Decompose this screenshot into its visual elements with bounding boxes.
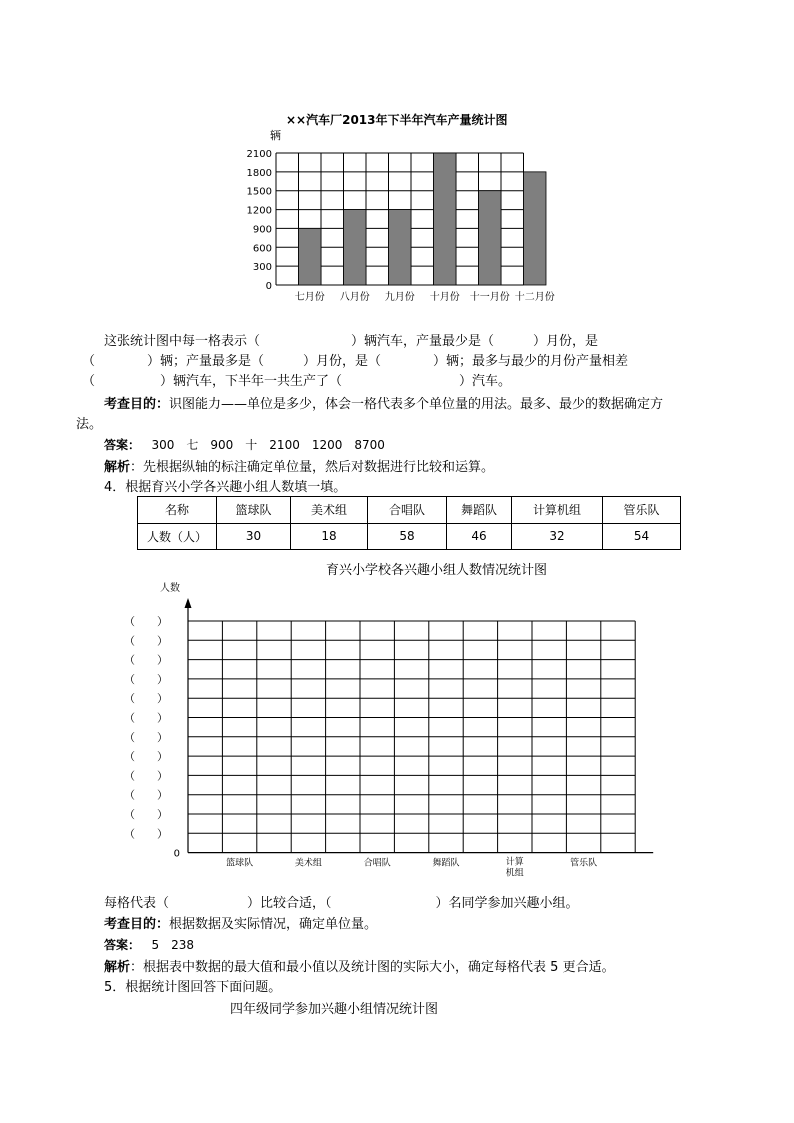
q3-purpose-text: 识图能力——单位是多少，体会一格代表多个单位量的用法。最多、最少的数据确定方 [169, 397, 664, 412]
x-tick-label: 美术组 [294, 858, 322, 869]
table-cell: 管乐队 [603, 497, 681, 524]
y-tick-blank: （ ） [124, 730, 168, 744]
q3-analysis-label: 解析 [104, 460, 131, 475]
table-cell: 32 [512, 523, 603, 550]
x-tick-label: 十二月份 [514, 292, 555, 303]
empty-grid-chart [110, 578, 670, 888]
y-tick-blank: （ ） [124, 692, 168, 706]
y-tick-label: 1800 [246, 167, 272, 179]
q3-purpose-label: 考查目的 [104, 397, 157, 412]
table-cell: 名称 [138, 497, 217, 524]
q3-answer: 答案： 300 七 900 十 2100 1200 8700 [104, 438, 385, 452]
y-tick-blank: （ ） [124, 711, 168, 725]
zero-label: 0 [173, 848, 180, 860]
q4-chart-title: 育兴小学校各兴趣小组人数情况统计图 [326, 563, 548, 578]
table-cell: 30 [217, 523, 291, 550]
table-cell: 人数（人） [138, 523, 217, 550]
y-tick-label: 1200 [246, 205, 272, 217]
table-cell: 46 [447, 523, 512, 550]
y-tick-label: 0 [265, 281, 272, 292]
table-cell: 舞蹈队 [447, 497, 512, 524]
table-cell: 58 [368, 523, 447, 550]
x-tick-label: 九月份 [384, 292, 415, 303]
y-tick-label: 600 [252, 243, 272, 255]
q5-heading: 5．根据统计图回答下面问题。 [104, 980, 282, 995]
q3-answer-text: 300 七 900 十 2100 1200 8700 [151, 438, 385, 452]
table-cell: 篮球队 [217, 497, 291, 524]
q4-purpose-text: 根据数据及实际情况，确定单位量。 [169, 917, 378, 932]
y-tick-blank: （ ） [124, 634, 168, 648]
bar [479, 191, 502, 285]
q4-answer-label: 答案 [104, 938, 129, 952]
table-cell: 美术组 [291, 497, 368, 524]
bar [524, 172, 547, 285]
x-tick-label: 计算 [505, 857, 524, 868]
table-cell: 合唱队 [368, 497, 447, 524]
y-tick-blank: （ ） [124, 615, 168, 628]
table-row [138, 523, 681, 550]
q4-analysis-text: 根据表中数据的最大值和最小值以及统计图的实际大小，确定每格代表 5 更合适。 [143, 960, 615, 975]
y-tick-label: 1500 [246, 186, 272, 198]
x-tick-label: 机组 [505, 868, 524, 879]
q3-purpose: 考查目的：识图能力——单位是多少，体会一格代表多个单位量的用法。最多、最少的数据确定方 [104, 397, 664, 412]
q3-line1: 这张统计图中每一格表示（ ）辆汽车，产量最少是（ ）月份，是 [104, 334, 599, 349]
car-production-chart [240, 128, 580, 308]
table-header-row [138, 497, 681, 524]
table-cell: 计算机组 [512, 497, 603, 524]
y-tick-blank: （ ） [124, 769, 168, 783]
table-cell: 18 [291, 523, 368, 550]
x-tick-label: 舞蹈队 [432, 858, 460, 869]
y-tick-blank: （ ） [124, 808, 168, 821]
q3-analysis: 解析：先根据纵轴的标注确定单位量，然后对数据进行比较和运算。 [104, 460, 495, 475]
y-tick-blank: （ ） [124, 672, 168, 686]
q4-analysis-label: 解析 [104, 960, 131, 975]
x-tick-label: 七月份 [294, 292, 325, 303]
q4-purpose-label: 考查目的 [104, 917, 157, 932]
y-tick-blank: （ ） [124, 788, 168, 802]
q4-heading: 4．根据育兴小学各兴趣小组人数填一填。 [104, 480, 347, 495]
x-tick-label: 十一月份 [469, 292, 510, 303]
q3-purpose-cont: 法。 [76, 417, 103, 432]
q4-fill-line: 每格代表（ ）比较合适，（ ）名同学参加兴趣小组。 [104, 896, 579, 911]
q3-answer-label: 答案 [104, 438, 129, 452]
y-tick-label: 900 [252, 224, 272, 236]
interest-group-table [137, 496, 681, 550]
chart1-title: ××汽车厂2013年下半年汽车产量统计图 [286, 113, 508, 127]
q3-line3: （ ）辆汽车，下半年一共生产了（ ）汽车。 [82, 374, 512, 389]
q3-line2: （ ）辆；产量最多是（ ）月份，是（ ）辆；最多与最少的月份产量相差 [82, 354, 629, 369]
q4-answer: 答案： 5 238 [104, 938, 195, 952]
x-tick-label: 合唱队 [363, 858, 391, 869]
x-tick-label: 十月份 [429, 292, 460, 303]
x-tick-label: 八月份 [339, 292, 370, 303]
y-tick-blank: （ ） [124, 827, 168, 841]
y-tick-blank: （ ） [124, 750, 168, 764]
q4-analysis: 解析：根据表中数据的最大值和最小值以及统计图的实际大小，确定每格代表 5 更合适。 [104, 960, 615, 975]
y-axis-label: 辆 [270, 129, 281, 142]
y-tick-label: 300 [252, 262, 272, 274]
bar [434, 153, 457, 285]
y-tick-label: 2100 [246, 149, 272, 161]
bar [299, 228, 322, 285]
q4-answer-text: 5 238 [151, 938, 195, 952]
table-cell: 54 [603, 523, 681, 550]
y-axis-label: 人数 [160, 583, 180, 594]
x-tick-label: 管乐队 [570, 858, 598, 869]
q5-chart-title: 四年级同学参加兴趣小组情况统计图 [230, 1002, 439, 1017]
y-axis-arrow [185, 598, 192, 608]
bar [344, 210, 367, 285]
x-tick-label: 篮球队 [226, 858, 254, 869]
q4-purpose: 考查目的：根据数据及实际情况，确定单位量。 [104, 917, 378, 932]
y-tick-blank: （ ） [124, 653, 168, 667]
q3-analysis-text: 先根据纵轴的标注确定单位量，然后对数据进行比较和运算。 [143, 460, 495, 475]
bar [389, 210, 412, 285]
